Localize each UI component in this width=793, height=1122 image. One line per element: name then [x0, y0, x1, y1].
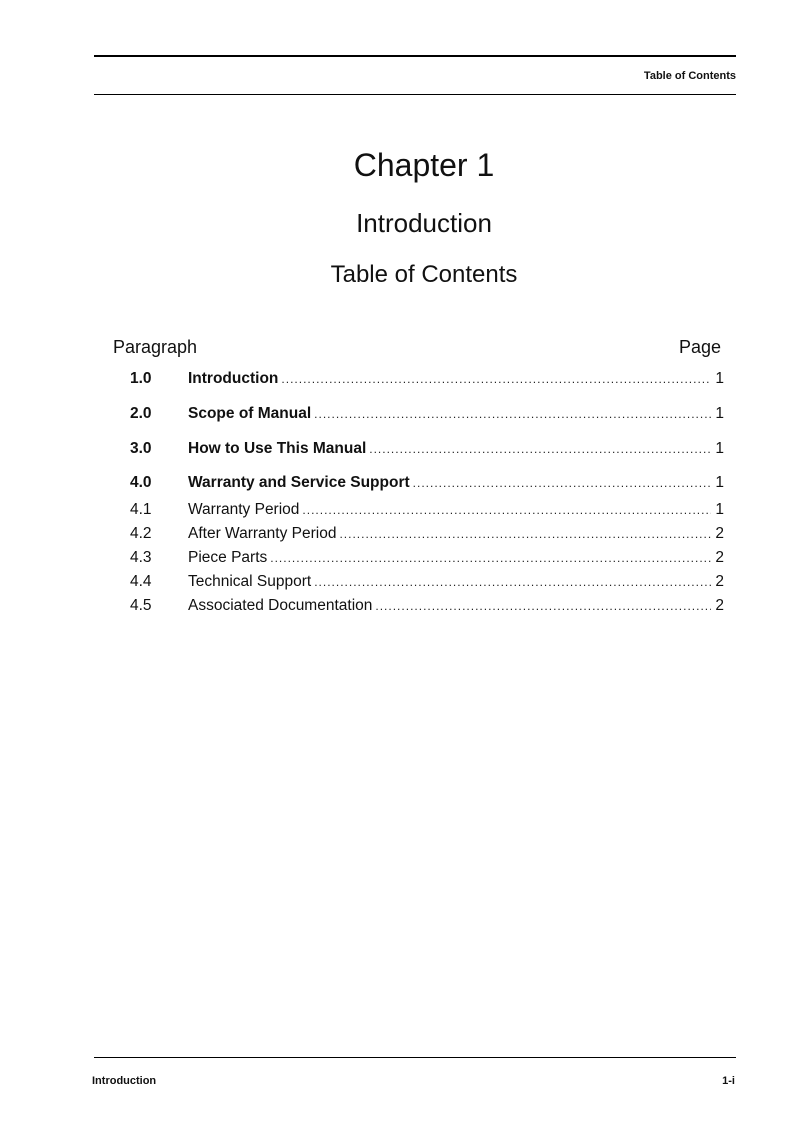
toc-entry[interactable] — [130, 524, 724, 544]
running-footer-title: Introduction — [92, 1075, 157, 1087]
toc-entry-title: After Warranty Period — [188, 525, 337, 542]
toc-entry[interactable] — [130, 596, 724, 616]
section-title: Introduction — [356, 208, 492, 238]
toc-entry-title: Piece Parts — [188, 549, 268, 566]
toc-leader-dots — [339, 524, 711, 544]
toc-leader-dots — [314, 572, 711, 592]
toc-entry-page: 2 — [715, 573, 724, 590]
toc-entry-title: How to Use This Manual — [188, 440, 367, 457]
toc-entry[interactable] — [130, 548, 724, 568]
toc-entry[interactable] — [130, 439, 724, 459]
toc-entry-title: Scope of Manual — [188, 405, 312, 422]
toc-entry-title: Associated Documentation — [188, 597, 373, 614]
toc-entry[interactable] — [130, 500, 724, 520]
toc-entry-page: 2 — [715, 597, 724, 614]
footer-rule — [94, 1057, 736, 1058]
toc-leader-dots — [314, 404, 711, 424]
toc-leader-dots — [369, 439, 711, 459]
toc-leader-dots — [413, 473, 712, 493]
toc-entry-page: 1 — [715, 370, 724, 387]
toc-entry-page: 1 — [715, 440, 724, 457]
chapter-title: Chapter 1 — [353, 147, 495, 183]
toc-leader-dots — [302, 500, 711, 520]
toc-leader-dots — [375, 596, 711, 616]
toc-entry-title: Technical Support — [188, 573, 312, 590]
toc-entry-page: 2 — [715, 549, 724, 566]
toc-entry-number: 2.0 — [130, 405, 152, 422]
running-header: Table of Contents — [643, 70, 736, 82]
header-rule-thin — [94, 94, 736, 95]
paragraph-column-heading: Paragraph — [113, 337, 198, 357]
page-number: 1-i — [722, 1075, 735, 1087]
toc-entry-number: 1.0 — [130, 370, 152, 387]
header-rule-thick — [94, 55, 736, 57]
toc-entry-page: 1 — [715, 501, 724, 518]
toc-entry[interactable] — [130, 369, 724, 389]
toc-entry[interactable] — [130, 404, 724, 424]
toc-entry[interactable] — [130, 572, 724, 592]
toc-entry-number: 4.3 — [130, 549, 152, 566]
toc-entry-number: 3.0 — [130, 440, 152, 457]
toc-entry-page: 1 — [715, 405, 724, 422]
toc-title: Table of Contents — [330, 261, 518, 288]
page-column-heading: Page — [678, 337, 721, 357]
toc-entry-number: 4.4 — [130, 573, 152, 590]
toc-entry-number: 4.5 — [130, 597, 152, 614]
toc-leader-dots — [281, 369, 711, 389]
toc-entry-page: 1 — [715, 474, 724, 491]
toc-entry-page: 2 — [715, 525, 724, 542]
toc-entry-title: Introduction — [188, 370, 279, 387]
toc-entry-number: 4.2 — [130, 525, 152, 542]
toc-leader-dots — [270, 548, 711, 568]
toc-entry[interactable] — [130, 473, 724, 493]
toc-entry-title: Warranty and Service Support — [188, 474, 410, 491]
toc-entry-title: Warranty Period — [188, 501, 300, 518]
toc-entry-number: 4.0 — [130, 474, 152, 491]
toc-entry-number: 4.1 — [130, 501, 152, 518]
